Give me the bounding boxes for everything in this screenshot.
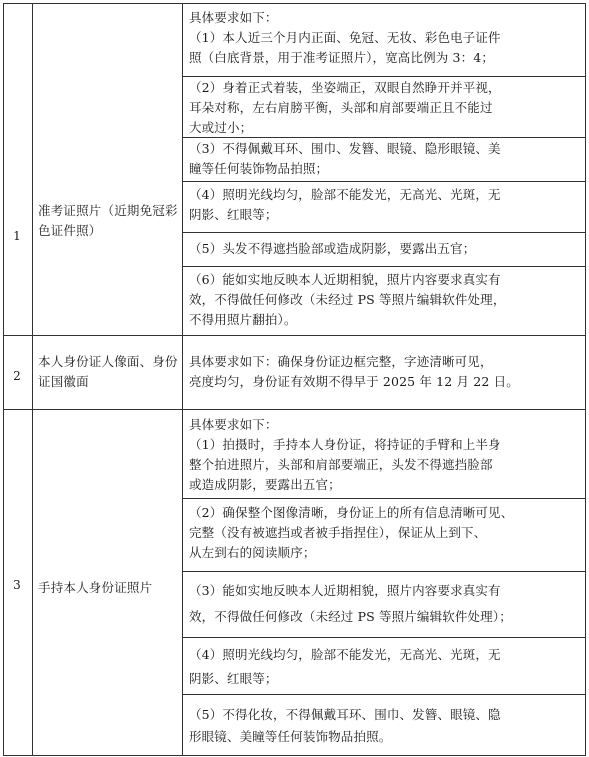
subcell-divider xyxy=(182,181,586,182)
requirement-line: （5）头发不得遮挡脸部或造成阴影，要露出五官； xyxy=(189,241,476,256)
requirement-cell xyxy=(183,352,585,392)
subcell-divider xyxy=(182,232,586,233)
requirement-cell xyxy=(183,704,585,748)
requirement-line: （4）照明光线均匀，脸部不能发光，无高光、光斑，无 xyxy=(189,187,501,202)
row-divider-2 xyxy=(3,409,586,410)
requirement-line: 整个拍进照片，头部和肩部要端正，头发不得遮挡脸部 xyxy=(189,457,493,472)
requirement-line: 从左到右的阅读顺序； xyxy=(189,545,316,560)
requirement-line: （6）能如实地反映本人近期相貌，照片内容要求真实有 xyxy=(189,272,501,287)
table-border-top xyxy=(3,3,586,4)
subcell-divider xyxy=(182,571,586,572)
requirement-line: （5）不得化妆，不得佩戴耳环、围巾、发簪、眼镜、隐 xyxy=(189,707,501,722)
requirement-line: 具体要求如下：确保身份证边框完整，字迹清晰可见， xyxy=(189,354,493,369)
requirement-line: （1）本人近三个月内正面、免冠、无妆、彩色电子证件 xyxy=(189,30,501,45)
table-border-bottom xyxy=(3,755,586,756)
requirement-line: 大或过小； xyxy=(189,120,253,135)
requirement-cell xyxy=(183,8,585,68)
requirement-line: （1）拍摄时，手持本人身份证，将持证的手臂和上半身 xyxy=(189,437,501,452)
requirement-cell xyxy=(183,415,585,495)
requirement-cell xyxy=(183,239,585,259)
row-divider-1 xyxy=(3,335,586,336)
requirement-line: 具体要求如下： xyxy=(189,10,278,25)
requirement-line: 不得用照片翻拍）。 xyxy=(189,312,297,327)
requirement-line: 效，不得做任何修改（未经过 PS 等照片编辑软件处理， xyxy=(189,292,506,307)
requirement-line: 效，不得做任何修改（未经过 PS 等照片编辑软件处理）； xyxy=(189,609,512,624)
requirement-line: 形眼镜、美瞳等任何装饰物品拍照。 xyxy=(189,729,392,744)
requirement-cell xyxy=(183,185,585,225)
requirement-line: （2）确保整个图像清晰，身份证上的所有信息清晰可见、 xyxy=(189,505,514,520)
subcell-divider xyxy=(182,498,586,499)
requirement-line: 或造成阴影，要露出五官； xyxy=(189,477,341,492)
requirement-line: 亮度均匀，身份证有效期不得早于 2025 年 12 月 22 日。 xyxy=(189,374,519,389)
requirement-line: （3）能如实地反映本人近期相貌，照片内容要求真实有 xyxy=(189,583,501,598)
row-number: 3 xyxy=(13,578,21,592)
requirement-cell xyxy=(183,503,585,563)
requirement-cell xyxy=(183,270,585,330)
requirement-cell xyxy=(183,139,585,179)
requirement-line: 阴影、红眼等； xyxy=(189,207,278,222)
requirement-line: 照（白底背景，用于准考证照片），宽高比例为 3：4； xyxy=(189,50,495,65)
requirement-cell xyxy=(183,578,585,630)
subcell-divider xyxy=(182,637,586,638)
subcell-divider xyxy=(182,694,586,695)
subcell-divider xyxy=(182,76,586,77)
requirement-cell xyxy=(183,643,585,691)
requirement-line: 具体要求如下： xyxy=(189,417,278,432)
requirement-line: 阴影、红眼等； xyxy=(189,671,278,686)
row-number: 1 xyxy=(13,229,21,243)
table-border-right xyxy=(585,3,586,756)
table-border-left xyxy=(3,3,4,756)
requirement-line: （4）照明光线均匀，脸部不能发光，无高光、光斑，无 xyxy=(189,647,501,662)
requirement-line: （2）身着正式着装，坐姿端正，双眼自然睁开并平视， xyxy=(189,80,501,95)
item-label-handheld-id: 手持本人身份证照片 xyxy=(38,580,153,595)
requirement-line: 瞳等任何装饰物品拍照； xyxy=(189,161,329,176)
column-divider-1 xyxy=(32,3,33,756)
requirement-line: 完整（没有被遮挡或者被手指捏住），保证从上到下、 xyxy=(189,525,487,540)
requirement-cell xyxy=(183,78,585,138)
subcell-divider xyxy=(182,266,586,267)
item-label-photo: 准考证照片（近期免冠彩色证件照） xyxy=(38,203,178,238)
requirement-line: 耳朵对称，左右肩膀平衡，头部和肩部要端正且不能过 xyxy=(189,100,493,115)
item-label-id-card: 本人身份证人像面、身份证国徽面 xyxy=(38,354,178,389)
requirement-line: （3）不得佩戴耳环、围巾、发簪、眼镜、隐形眼镜、美 xyxy=(189,141,501,156)
row-number: 2 xyxy=(13,369,21,383)
